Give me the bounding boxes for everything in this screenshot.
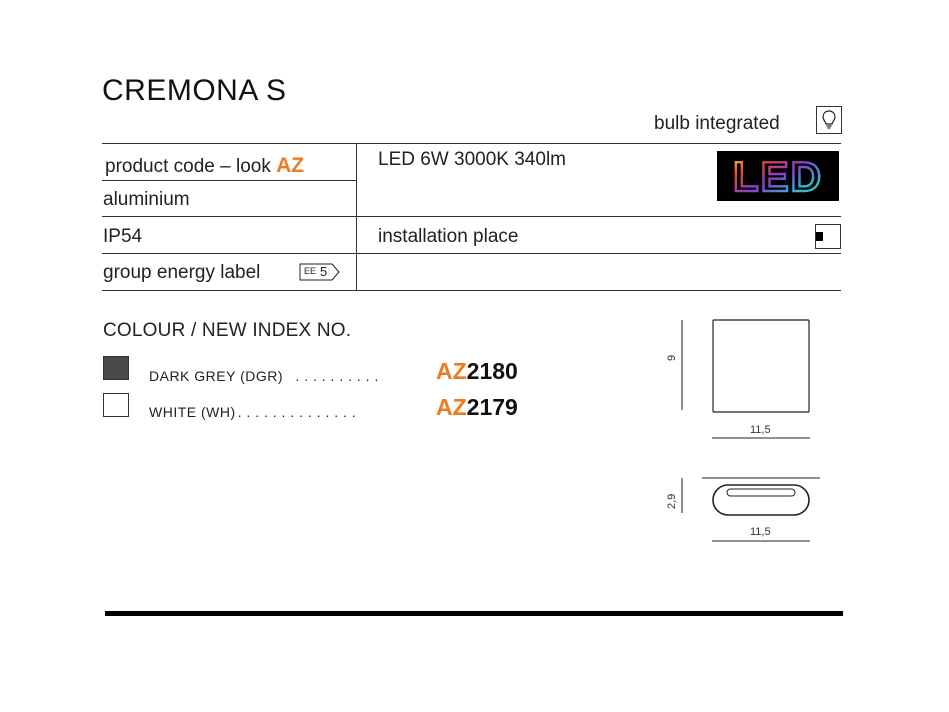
front-view-drawing — [682, 320, 810, 438]
led-badge — [717, 151, 839, 201]
top-width-dimension: 11,5 — [750, 526, 771, 538]
table-rule-3 — [102, 253, 841, 254]
colour-swatch-dark-grey — [103, 356, 129, 380]
light-bulb-icon — [816, 106, 842, 134]
top-depth-dimension: 2,9 — [666, 493, 678, 509]
product-code-row — [105, 154, 304, 178]
front-height-dimension: 9 — [666, 354, 678, 361]
table-rule-bottom — [102, 290, 841, 291]
material-spec: aluminium — [103, 189, 190, 210]
energy-label-text: group energy label — [103, 262, 261, 283]
table-divider — [356, 143, 357, 291]
colour-heading: COLOUR / NEW INDEX NO. — [103, 320, 352, 341]
energy-badge-value: 5 — [320, 264, 328, 279]
energy-badge-prefix: EE — [304, 266, 317, 276]
bulb-integrated-label: bulb integrated — [654, 113, 780, 134]
colour-swatch-white — [103, 393, 129, 417]
product-code-prefix: AZ — [276, 154, 305, 177]
table-rule-left-1 — [102, 180, 357, 181]
index-prefix: AZ — [436, 358, 467, 384]
index-number-dark-grey — [436, 358, 518, 385]
colour-item-dark-grey — [149, 368, 379, 384]
led-badge-text: LED — [733, 153, 823, 200]
front-width-dimension: 11,5 — [750, 424, 771, 436]
wall-mount-icon — [815, 224, 841, 249]
energy-badge — [299, 263, 339, 281]
colour-item-white — [149, 404, 356, 420]
index-number-white — [436, 394, 518, 421]
colour-dots: . . . . . . . . . . — [295, 368, 379, 384]
colour-name: DARK GREY (DGR) — [149, 368, 284, 384]
index-number: 2180 — [466, 358, 518, 384]
ip-rating-spec: IP54 — [103, 226, 143, 247]
index-number: 2179 — [466, 394, 518, 420]
footer-rule — [105, 611, 843, 616]
light-source-spec: LED 6W 3000K 340lm — [378, 149, 566, 170]
table-rule-2 — [102, 216, 841, 217]
index-prefix: AZ — [436, 394, 467, 420]
installation-place-label: installation place — [378, 226, 519, 247]
colour-name: WHITE (WH) — [149, 404, 236, 420]
table-rule-top — [102, 143, 841, 144]
product-code-label: product code – look — [105, 156, 271, 177]
product-title: CREMONA S — [102, 74, 287, 107]
colour-dots: . . . . . . . . . . . . . . — [237, 404, 357, 420]
